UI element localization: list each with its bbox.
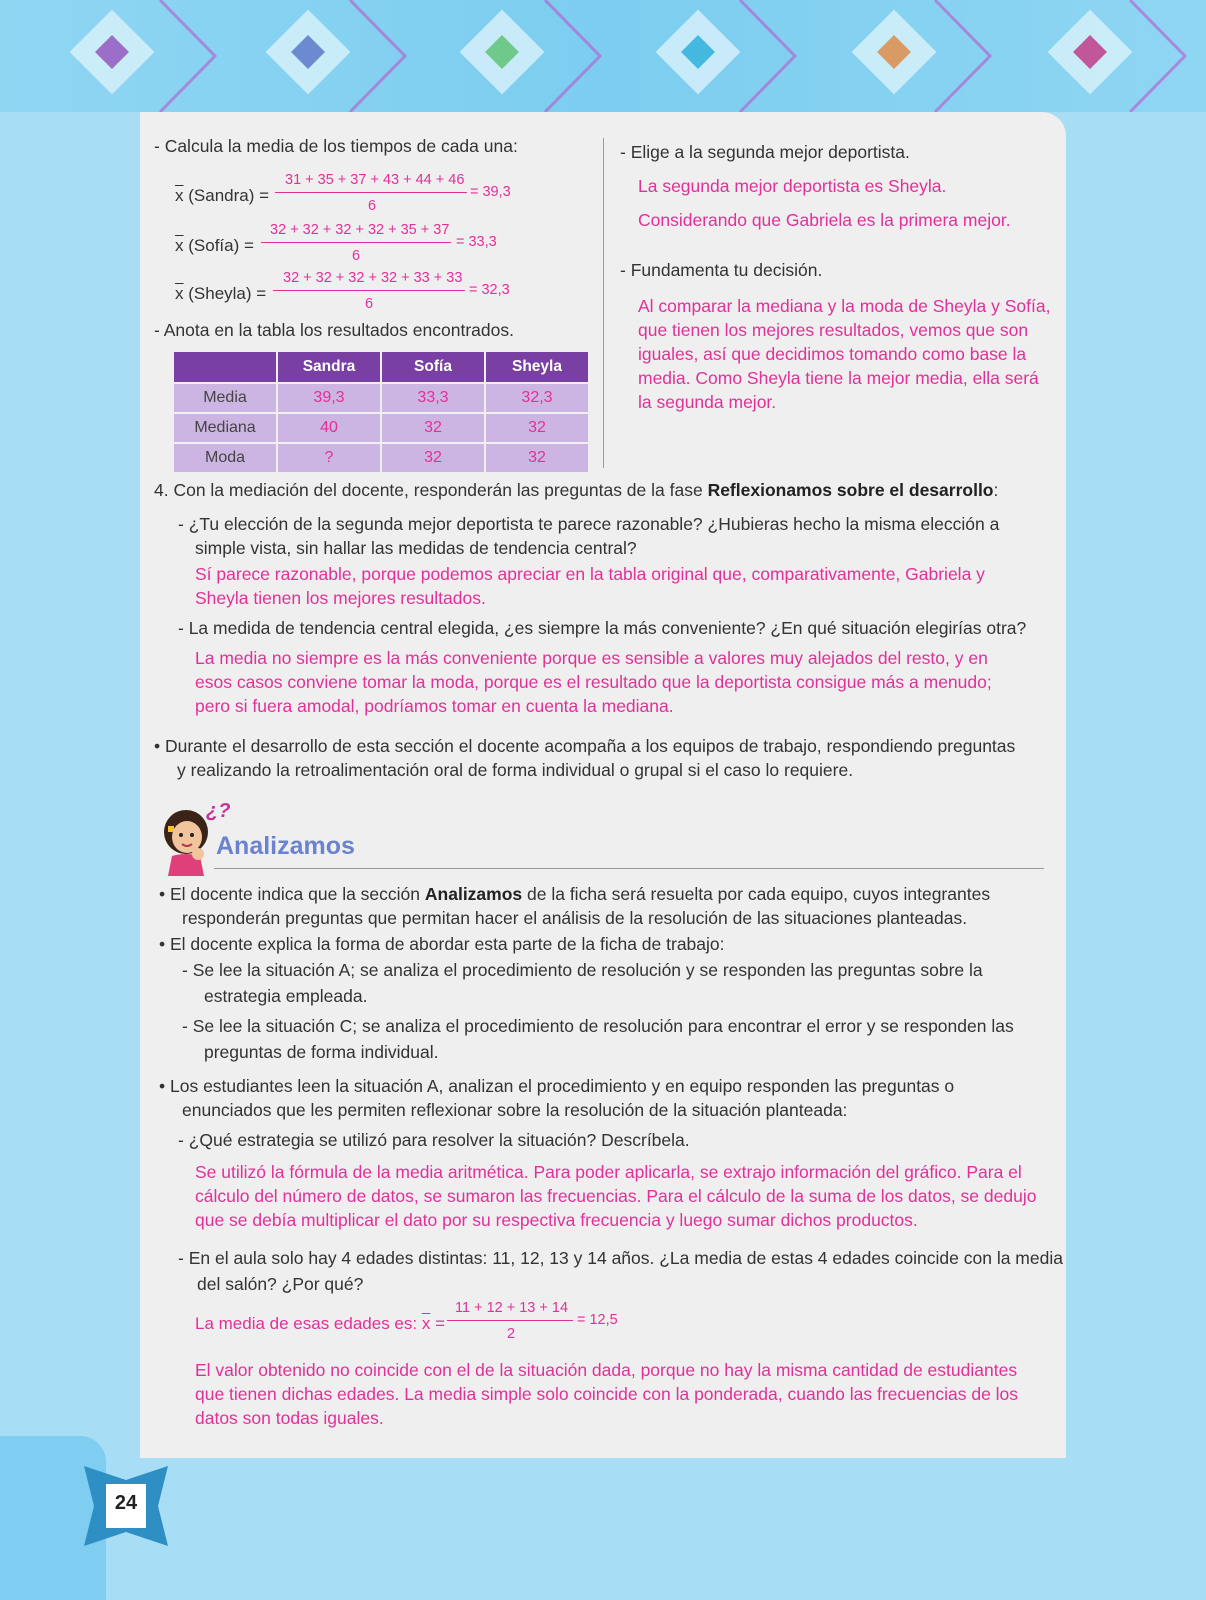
anal-sub-2-line: - Se lee la situación C; se analiza el procedimiento de resolución para encontrar el error y se responden las bbox=[182, 1016, 1014, 1036]
page-number-badge bbox=[84, 1466, 168, 1546]
table-cell: 32 bbox=[486, 442, 588, 472]
page-number: 24 bbox=[114, 1492, 138, 1514]
dev-bullet-line: • Durante el desarrollo de esta sección el docente acompaña a los equipos de trabajo, respondiendo preguntas bbox=[154, 736, 1016, 756]
answer-elige-1: La segunda mejor deportista es Sheyla. bbox=[638, 176, 947, 196]
item4-answer2-line: pero si fuera amodal, podríamos tomar en cuenta la mediana. bbox=[195, 696, 674, 716]
section-name: Analizamos bbox=[424, 884, 523, 904]
table-cell: 32,3 bbox=[486, 382, 588, 412]
table-cell: 33,3 bbox=[382, 382, 484, 412]
table-cell: 39,3 bbox=[278, 382, 380, 412]
table-cell: 32 bbox=[382, 442, 484, 472]
anal-answer-3-line: que tienen dichas edades. La media simple solo coincide con la ponderada, cuando las frecuencias de los bbox=[195, 1384, 1019, 1404]
table-header: Sandra bbox=[278, 352, 380, 382]
table-cell: 32 bbox=[486, 412, 588, 442]
dev-bullet-line: y realizando la retroalimentación oral de forma individual o grupal si el caso lo requiere. bbox=[177, 760, 854, 780]
table-header: Sofía bbox=[382, 352, 484, 382]
anal-answer-1-line: Se utilizó la fórmula de la media aritmética. Para poder aplicarla, se extrajo información del gráfico. Para el bbox=[195, 1162, 1022, 1182]
results-table bbox=[172, 352, 590, 472]
section-title: Analizamos bbox=[216, 832, 355, 860]
anal-bullet-2: • El docente explica la forma de abordar esta parte de la ficha de trabajo: bbox=[159, 934, 725, 954]
answer-fundamenta-line: Al comparar la mediana y la moda de Sheyla y Sofía, bbox=[638, 296, 1051, 316]
anal-question-2-line: del salón? ¿Por qué? bbox=[197, 1274, 364, 1294]
mean-symbol: $\overline{x}$ bbox=[175, 186, 184, 205]
item4-answer2-line: La media no siempre es la más conveniente porque es sensible a valores muy alejados del resto, y en bbox=[195, 648, 988, 668]
question-elige: - Elige a la segunda mejor deportista. bbox=[620, 142, 910, 162]
anal-question-1: - ¿Qué estrategia se utilizó para resolver la situación? Descríbela. bbox=[178, 1130, 690, 1150]
item4-question-line: - ¿Tu elección de la segunda mejor deportista te parece razonable? ¿Hubieras hecho la misma elección a bbox=[178, 514, 1000, 534]
row-label: Media bbox=[174, 382, 276, 412]
question-fundamenta: - Fundamenta tu decisión. bbox=[620, 260, 823, 280]
item4-answer-line: Sheyla tienen los mejores resultados. bbox=[195, 588, 486, 608]
table-cell: 40 bbox=[278, 412, 380, 442]
table-cell: 32 bbox=[382, 412, 484, 442]
anal-sub-2-line: preguntas de forma individual. bbox=[204, 1042, 439, 1062]
phase-name: Reflexionamos sobre el desarrollo bbox=[707, 480, 994, 500]
table-header-row bbox=[174, 352, 588, 382]
table-instruction: - Anota en la tabla los resultados encontrados. bbox=[154, 320, 514, 340]
item-4: 4. Con la mediación del docente, responderán las preguntas de la fase Reflexionamos sobre el desarrollo: bbox=[154, 480, 999, 500]
anal-bullet-3-line: enunciados que les permiten reflexionar sobre la resolución de la situación planteada: bbox=[182, 1100, 848, 1120]
table-row bbox=[174, 442, 588, 472]
answer-elige-2: Considerando que Gabriela es la primera mejor. bbox=[638, 210, 1011, 230]
section-divider bbox=[214, 868, 1044, 869]
anal-answer-1-line: cálculo del número de datos, se sumaron las frecuencias. Para el cálculo de la suma de los datos, se dedujo bbox=[195, 1186, 1037, 1206]
item4-answer2-line: esos casos conviene tomar la moda, porque es el resultado que la deportista consigue más a menudo; bbox=[195, 672, 992, 692]
table-cell: ? bbox=[278, 442, 380, 472]
anal-bullet-1: • El docente indica que la sección Analizamos de la ficha será resuelta por cada equipo, cuyos integrantes bbox=[159, 884, 991, 904]
anal-sub-1-line: - Se lee la situación A; se analiza el procedimiento de resolución y se responden las preguntas sobre la bbox=[182, 960, 983, 980]
anal-answer-1-line: que se debía multiplicar el dato por su respectiva frecuencia y luego sumar dichos productos. bbox=[195, 1210, 918, 1230]
column-divider bbox=[603, 138, 604, 468]
table-row bbox=[174, 382, 588, 412]
table-row bbox=[174, 412, 588, 442]
anal-question-2-line: - En el aula solo hay 4 edades distintas: 11, 12, 13 y 14 años. ¿La media de estas 4 edades coincide con la media bbox=[178, 1248, 1063, 1268]
item4-answer-line: Sí parece razonable, porque podemos apreciar en la tabla original que, comparativamente, Gabriela y bbox=[195, 564, 985, 584]
table-header bbox=[174, 352, 276, 382]
question-marks: ¿? bbox=[206, 800, 231, 822]
anal-sub-1-line: estrategia empleada. bbox=[204, 986, 368, 1006]
answer-fundamenta-line: la segunda mejor. bbox=[638, 392, 777, 412]
banner-pattern bbox=[0, 0, 1206, 112]
row-label: Moda bbox=[174, 442, 276, 472]
anal-bullet-3-line: • Los estudiantes leen la situación A, analizan el procedimiento y en equipo responden las preguntas o bbox=[159, 1076, 955, 1096]
answer-fundamenta-line: iguales, así que decidimos tomando como base la bbox=[638, 344, 1027, 364]
table-header: Sheyla bbox=[486, 352, 588, 382]
row-label: Mediana bbox=[174, 412, 276, 442]
decorative-banner bbox=[0, 0, 1206, 112]
item4-question-line: simple vista, sin hallar las medidas de tendencia central? bbox=[195, 538, 637, 558]
answer-fundamenta-line: que tienen los mejores resultados, vemos que son bbox=[638, 320, 1029, 340]
anal-bullet-1-line2: responderán preguntas que permitan hacer el análisis de la resolución de las situaciones planteadas. bbox=[182, 908, 968, 928]
answer-fundamenta-line: media. Como Sheyla tiene la mejor media, ella será bbox=[638, 368, 1039, 388]
anal-answer-3-line: datos son todas iguales. bbox=[195, 1408, 384, 1428]
anal-answer-3-line: El valor obtenido no coincide con el de la situación dada, porque no hay la misma cantidad de estudiantes bbox=[195, 1360, 1018, 1380]
item4-question-2: - La medida de tendencia central elegida, ¿es siempre la más conveniente? ¿En qué situación elegirías otra? bbox=[178, 618, 1027, 638]
calc-instruction: - Calcula la media de los tiempos de cada una: bbox=[154, 136, 518, 156]
